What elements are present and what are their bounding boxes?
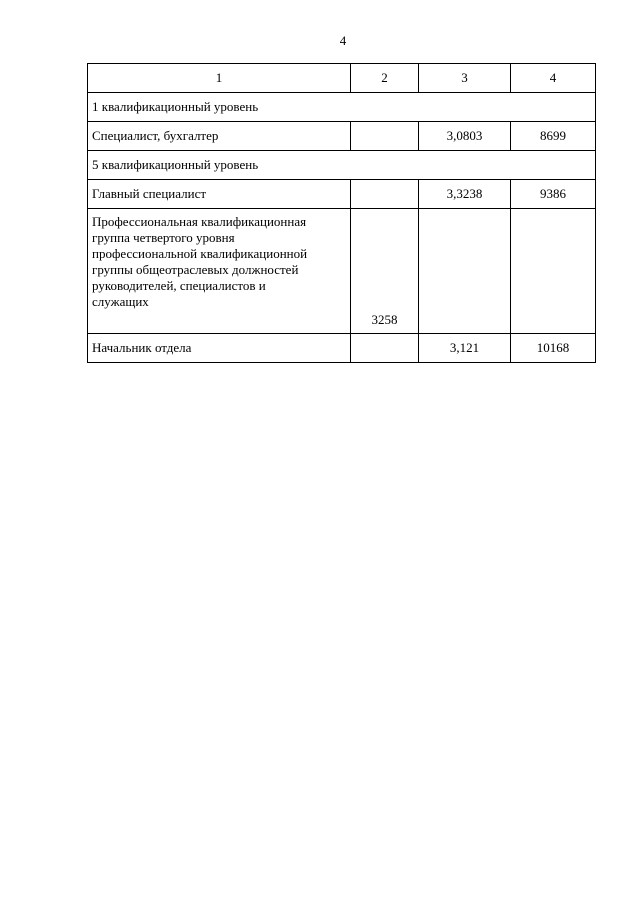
cell-coefficient: 3,0803 — [419, 122, 511, 151]
professional-group-row — [88, 209, 596, 334]
cell-col2 — [351, 180, 419, 209]
header-cell-1: 1 — [88, 64, 351, 93]
table-row — [88, 180, 596, 209]
header-cell-4: 4 — [511, 64, 596, 93]
group-base-salary: 3258 — [351, 209, 419, 334]
cell-col2 — [351, 334, 419, 363]
table-header-row — [88, 64, 596, 93]
salary-table — [87, 63, 596, 363]
qualification-level-row — [88, 151, 596, 180]
table-row — [88, 122, 596, 151]
page-number: 4 — [339, 33, 347, 48]
cell-salary: 8699 — [511, 122, 596, 151]
position-name: Начальник отдела — [88, 334, 351, 363]
qualification-level-label: 1 квалификационный уровень — [88, 93, 596, 122]
cell-coefficient: 3,3238 — [419, 180, 511, 209]
cell-coefficient: 3,121 — [419, 334, 511, 363]
position-name: Специалист, бухгалтер — [88, 122, 351, 151]
cell-salary: 10168 — [511, 334, 596, 363]
header-cell-2: 2 — [351, 64, 419, 93]
cell-coefficient — [419, 209, 511, 334]
qualification-level-label: 5 квалификационный уровень — [88, 151, 596, 180]
header-cell-3: 3 — [419, 64, 511, 93]
professional-group-description: Профессиональная квалификационная группа четвертого уровня профессиональной квалификационной группы общеотраслевых должностей руководителей, специалистов и служащих — [88, 209, 351, 334]
position-name: Главный специалист — [88, 180, 351, 209]
cell-salary: 9386 — [511, 180, 596, 209]
cell-col2 — [351, 122, 419, 151]
cell-salary — [511, 209, 596, 334]
table-row — [88, 334, 596, 363]
qualification-level-row — [88, 93, 596, 122]
